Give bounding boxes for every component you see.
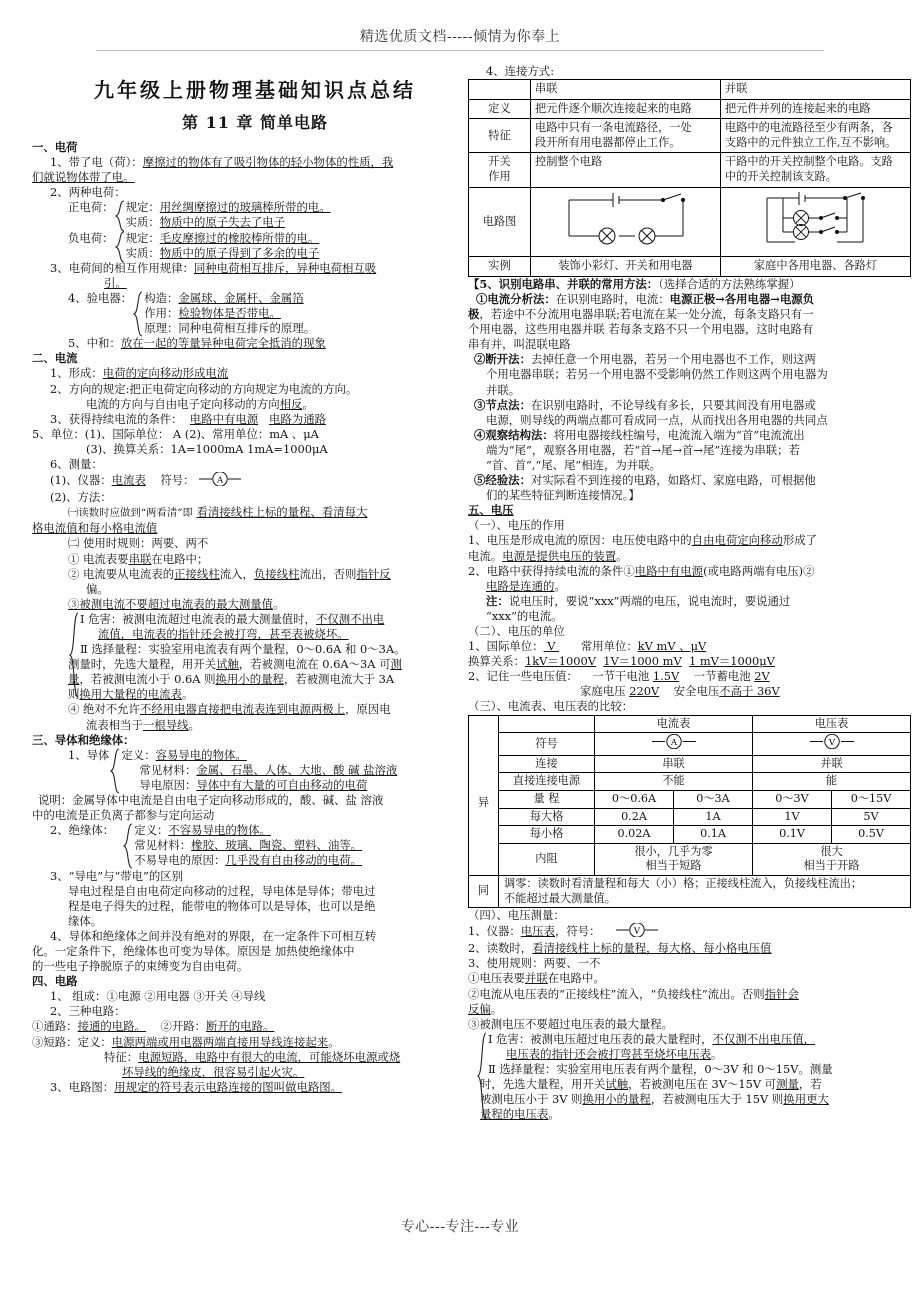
voltage-common-values: 2、记住一些电压值： 一节干电池 1.5V 一节蓄电池 2V [468, 669, 770, 684]
svg-text:A: A [217, 475, 224, 486]
cell-parallel-head: 并联 [721, 80, 911, 100]
cell-corner [469, 715, 499, 733]
insulator-group [32, 823, 456, 868]
page-footer: 专心---专注---专业 [400, 1219, 520, 1235]
current-rule-4-cont: 流表相当于一根导线。 [86, 717, 200, 732]
conductor-items: 定义：容易导电的物体。 常见材料：金属、石墨、人体、大地、酸 碱 盐溶液 导电原因：导体中有大量的可自由移动的电荷 [121, 747, 398, 792]
table-row [469, 257, 911, 277]
negative-charge-group [32, 231, 456, 261]
current-rule-2: ② 电流要从电流表的正接线柱流入，负接线柱流出，否则指针反 [68, 566, 391, 581]
charge-item-3: 3、电荷间的相互作用规律：同种电荷相互排斥，异种电荷相互吸 [50, 260, 377, 275]
row-label-switch-role: 开关 作用 [469, 153, 531, 187]
current-item-5: 5、单位：(1)、国际单位： A (2)、常用单位：mA 、μA [32, 426, 319, 441]
header-rule [96, 50, 824, 51]
meter-comparison-table [468, 715, 911, 909]
method-4-b: 端为“尾”，观察各用电器，若“首→尾→首→尾”连接为串联；若 [486, 442, 800, 457]
row-label-major-division: 每大格 [499, 808, 595, 826]
table-row [469, 843, 911, 875]
negative-charge-label: 负电荷： [68, 230, 114, 245]
cell-series-head: 串联 [531, 80, 721, 100]
cell-voltmeter-minor-2: 0.5V [832, 826, 911, 844]
cell-voltmeter-range-1: 0～3V [753, 790, 832, 808]
row-label-internal-resistance: 内阻 [499, 843, 595, 875]
table-row-header [469, 80, 911, 100]
table-row-header [469, 715, 911, 733]
method-4-c: “首、首”,“尾、尾”相连，为并联。 [486, 457, 661, 472]
method-1-b: 极，若途中不分流用电器串联;若电流在某一处分流，每条支路只有一 [468, 307, 814, 322]
right-column [468, 64, 910, 1122]
cell-ammeter-head: 电流表 [595, 715, 753, 733]
cell-voltmeter-symbol [753, 733, 911, 756]
circuit-short-feature-cont: 坏导线的绝缘皮，很容易引起火灾。 [122, 1064, 305, 1079]
voltage-unit-1: 1、国际单位： V 常用单位：kV mV 、μV [468, 639, 707, 654]
conduct-vs-charged-a: 导电过程是自由电荷定向移动的过程，导电体是导体；带电过 [68, 883, 376, 898]
section-heading-voltage: 五、电压 [468, 503, 514, 518]
row-label-feature: 特征 [469, 119, 531, 153]
section-heading-circuit: 四、电路 [32, 974, 78, 989]
ammeter-symbol-icon [651, 734, 697, 754]
cell-parallel-example: 家庭中各用电器、各路灯 [721, 257, 911, 277]
left-column [32, 140, 456, 1095]
voltmeter-rule-2-cont: 反偏。 [468, 1001, 503, 1016]
series-circuit-icon [535, 190, 716, 255]
cell-ammeter-range-2: 0～3A [674, 790, 753, 808]
row-label-direct-source: 直接连接电源 [499, 773, 595, 791]
current-rule-3: ③被测电流不要超过电流表的最大测量值。 [68, 596, 285, 611]
method-3: ③节点法：在识别电路时，不论导线有多长，只要其间没有用电器或 [474, 397, 816, 412]
table-row [469, 875, 911, 907]
conductor-item-4a: 4、导体和绝缘体之间并没有绝对的界限，在一定条件下可相互转 [50, 928, 377, 943]
cell-series-switch-role: 控制整个电路 [531, 153, 721, 187]
row-label-definition: 定义 [469, 99, 531, 119]
chapter-title: 第 11 章 简单电路 [182, 113, 328, 132]
brace-icon [132, 291, 144, 336]
electroscope-group [32, 291, 456, 336]
circuit-item-1: 1、 组成：①电源 ②用电器 ③开关 ④导线 [50, 989, 266, 1004]
svg-text:A: A [670, 738, 677, 749]
method-4: ④观察结构法：将用电器接线柱编号，电流流入端为“首”电流流出 [474, 427, 805, 442]
cell-voltmeter-major-1: 1V [753, 808, 832, 826]
voltage-subheading-3: （三）、电流表、电压表的比较： [468, 699, 634, 714]
cell-voltmeter-range-2: 0～15V [832, 790, 911, 808]
voltage-subheading-1: （一）、电压的作用 [468, 518, 565, 533]
section-heading-conductor: 三、导体和绝缘体： [32, 732, 135, 747]
current-item-5-cont: (3)、换算关系：1A=1000mA 1mA=1000μA [86, 441, 328, 456]
circuit-short-def: ③短路：定义：电源两端或用电器两端直接用导线连接起来。 [32, 1034, 340, 1049]
table-row [469, 826, 911, 844]
conduct-vs-charged-c: 缘体。 [68, 913, 103, 928]
method-5: ⑤经验法：对实际看不到连接的电路，如路灯、家庭电路，可根据他 [474, 473, 816, 488]
brace-icon [122, 823, 134, 868]
voltage-note: 注：说电压时，要说“xxx”两端的电压，说电流时，要说通过 [486, 593, 791, 608]
cell-ammeter-connection: 串联 [595, 755, 753, 773]
circuit-diagram-def: 3、电路图：用规定的符号表示电路连接的图叫做电路图。 [50, 1079, 343, 1094]
current-range-items: Ⅰ 危害：被测电流超过电流表的最大测量值时，不仅测不出电 流值，电流表的指针还会被打弯，甚至表被烧坏。 Ⅱ 选择量程：实验室用电流表有两个量程，0～0.6A 和 0～3A。 测量时，先选大量程，用开关试触，若被测电流在 0.6A～3A 可测 量，若被测电流小于 0.6A 则换用小的量程，若被测电流大于 3A 则换用大量程的电流表。 [68, 611, 406, 702]
document-title: 九年级上册物理基础知识点总结 [94, 78, 416, 102]
brace-icon [476, 1032, 488, 1123]
voltmeter-rule-2: ②电流从电压表的“正接线柱”流入，“负接线柱”流出。否则指针会 [468, 986, 799, 1001]
charge-item-1-cont: 们就说物体带了电。 [32, 170, 135, 185]
circuit-short-feature: 特征：电源短路，电路中有很大的电流，可能烧坏电源或烧 [104, 1049, 401, 1064]
voltmeter-rules-heading: 3、使用规则：两要、一不 [468, 956, 601, 971]
voltmeter-symbol-icon [809, 734, 855, 754]
parallel-circuit-icon [725, 190, 906, 255]
voltage-item-1-cont: 电流。电源是提供电压的装置。 [468, 548, 628, 563]
table-row [469, 755, 911, 773]
cell-series-definition: 把元件逐个顺次连接起来的电路 [531, 99, 721, 119]
current-item-3: 3、获得持续电流的条件： 电路中有电源 电路为通路 [50, 411, 326, 426]
cell-voltmeter-minor-1: 0.1V [753, 826, 832, 844]
conductor-note-2: 中的电流是正负离子都参与定向运动 [32, 808, 215, 823]
conduct-vs-charged: 3、“导电”与“带电”的区别 [50, 868, 184, 883]
section-heading-current: 二、电流 [32, 351, 78, 366]
current-reading-rule-cont: 格电流值和每小格电流值 [32, 521, 158, 536]
connection-table-caption: 4、连接方式: [486, 64, 555, 78]
voltage-item-2: 2、电路中获得持续电流的条件①电路中有电源(或电路两端有电压)② [468, 563, 815, 578]
insulator-items: 定义：不容易导电的物体。 常见材料：橡胶、玻璃、陶瓷、塑料、油等。 不易导电的原因：几乎没有自由移动的电荷。 [134, 823, 363, 868]
table-row [469, 187, 911, 257]
cell-parallel-definition: 把元件并列的连接起来的电路 [721, 99, 911, 119]
charge-item-5: 5、中和：放在一起的等量异种电荷完全抵消的现象 [68, 336, 326, 351]
brace-icon [68, 612, 80, 703]
cell-ammeter-symbol [595, 733, 753, 756]
row-label-connection: 连接 [499, 755, 595, 773]
connection-comparison-table [468, 79, 911, 277]
table-row [469, 119, 911, 153]
current-rule-1: ① 电流表要串联在电路中； [68, 551, 209, 566]
voltmeter-symbol-icon [615, 923, 659, 941]
cell-voltmeter-internal-resistance: 很大 相当于开路 [753, 843, 911, 875]
table-row [469, 733, 911, 756]
conductor-item-4b: 化。一定条件下，绝缘体也可变为导体。原因是 加热使绝缘体中 [32, 943, 355, 958]
table-row [469, 790, 911, 808]
conductor-note-1: 说明：金属导体中电流是自由电子定向移动形成的，酸、碱、盐 溶液 [38, 793, 384, 808]
brace-icon [109, 748, 121, 793]
voltmeter-rule-3: ③被测电压不要超过电压表的最大量程。 [468, 1016, 674, 1031]
cell-voltmeter-direct-source: 能 [753, 773, 911, 791]
current-range-group [32, 612, 456, 703]
identify-methods-heading: 【5、识别电路串、并联的常用方法：（选择合适的方法熟练掌握） [468, 276, 801, 291]
cell-same-notes: 调零：读数时看清量程和每大（小）格；正接线柱流入，负接线柱流出； 不能超过最大测量值。 [499, 875, 911, 907]
charge-item-1-val: 摩擦过的物体有了吸引物体的轻小物体的性质，我 [142, 155, 394, 170]
method-2-b: 个用电器串联；若另一个用电器不受影响仍然工作则这两个用电器为 [486, 367, 828, 382]
charge-item-1-key: 1、带了电（荷）： [50, 155, 143, 170]
brace-icon [114, 200, 126, 230]
voltage-subheading-2: （二）、电压的单位 [468, 624, 565, 638]
insulator-label: 2、绝缘体： [50, 823, 115, 838]
current-item-2: 2、方向的规定:把正电荷定向移动的方向规定为电流的方向。 [50, 381, 358, 396]
cell-ammeter-minor-2: 0.1A [674, 826, 753, 844]
method-1-d: 串有并，叫混联电路 [468, 337, 571, 352]
cell-ammeter-direct-source: 不能 [595, 773, 753, 791]
charge-item-2: 2、两种电荷： [50, 185, 126, 200]
table-row [469, 808, 911, 826]
voltmeter-instrument: 1、仪器：电压表，符号： V [468, 923, 910, 941]
row-label-circuit-diagram: 电路图 [469, 187, 531, 257]
conduct-vs-charged-b: 程是电子得失的过程，能带电的物体可以是导体，也可以是绝 [68, 898, 376, 913]
conductor-label: 1、导体 [68, 747, 110, 762]
row-label-range: 量 程 [499, 790, 595, 808]
current-reading-rule: ㈠读数时应做到“两看清”即 看清接线柱上标的量程、看清每大 [68, 505, 368, 520]
electroscope-label: 4、验电器： [68, 290, 133, 305]
ammeter-symbol-icon [198, 472, 242, 490]
page-header: 精选优质文档-----倾情为你奉上 [359, 29, 561, 45]
cell-series-circuit-diagram [531, 187, 721, 257]
charge-item-3-cont: 引。 [104, 275, 127, 290]
conductor-group [32, 748, 456, 793]
positive-charge-label: 正电荷： [68, 200, 114, 215]
group-label-difference: 异 [469, 733, 499, 876]
brace-icon [114, 231, 126, 261]
cell-ammeter-range-1: 0～0.6A [595, 790, 674, 808]
cell-ammeter-major-1: 0.2A [595, 808, 674, 826]
positive-charge-group [32, 200, 456, 230]
charge-item-1 [32, 155, 456, 170]
voltage-item-1: 1、电压是形成电流的原因：电压使电路中的自由电荷定向移动形成了 [468, 533, 817, 548]
voltage-subheading-4: （四）、电压测量： [468, 908, 565, 923]
method-5-b: 们的某些特征判断连接情况。】 [486, 488, 640, 503]
svg-text:V: V [633, 926, 641, 937]
electroscope-items: 构造：金属球、金属杆、金属箔 作用：检验物体是否带电。 原理：同种电荷相互排斥的原理。 [144, 290, 316, 336]
positive-charge-items: 规定：用丝绸摩擦过的玻璃棒所带的电。 实质：物质中的原子失去了电子 [125, 200, 331, 230]
table-row [469, 99, 911, 119]
current-item-2-cont: 电流的方向与自由电子定向移动的方向相反。 [86, 396, 314, 411]
cell-series-example: 装饰小彩灯、开关和用电器 [531, 257, 721, 277]
method-2-c: 并联。 [486, 382, 521, 397]
method-3-b: 电源，则导线的两端点都可看成同一点，从而找出各用电器的共同点 [486, 412, 828, 427]
cell-voltmeter-connection: 并联 [753, 755, 911, 773]
table-row [469, 153, 911, 187]
cell-parallel-switch-role: 干路中的开关控制整个电路。支路 中的开关控制该支路。 [721, 153, 911, 187]
svg-text:V: V [828, 738, 835, 749]
current-item-6: 6、测量： [50, 456, 103, 471]
voltage-common-values-cont: 家庭电压 220V 安全电压不高于 36V [580, 684, 780, 699]
cell-voltmeter-major-2: 5V [832, 808, 911, 826]
method-2: ②断开法：去掉任意一个用电器，若另一个用电器也不工作，则这两 [474, 352, 816, 367]
cell-empty [469, 80, 531, 100]
group-label-same: 同 [469, 875, 499, 907]
cell-parallel-circuit-diagram [721, 187, 911, 257]
current-rule-4: ④ 绝对不允许不经用电器直接把电流表连到电源两极上，原因电 [68, 702, 391, 717]
cell-parallel-feature: 电路中的电流路径至少有两条，各 支路中的元件独立工作,互不影响。 [721, 119, 911, 153]
voltage-item-2-cont: 电路是连通的。 [486, 578, 566, 593]
cell-ammeter-internal-resistance: 很小，几乎为零 相当于短路 [595, 843, 753, 875]
voltmeter-range-items: Ⅰ 危害：被测电压超过电压表的最大量程时，不仅测不出电压值， 电压表的指针还会被打弯甚至烧坏电压表。 Ⅱ 选择量程：实验室用电压表有两个量程，0～3V 和 0～15V。测量 时，先选大量程，用开关试触，若被测电压在 3V～15V 可测量，若 被测电压小于 3V 则换用小的量程，若被测电压大于 15V 则换用更大 量程的电压表。 [480, 1031, 833, 1122]
circuit-item-3: ①通路：接通的电路。 ②开路：断开的电路。 [32, 1019, 275, 1034]
voltmeter-reading: 2、读数时，看清接线柱上标的量程，每大格、每小格电压值 [468, 941, 772, 956]
section-heading-charge: 一、电荷 [32, 140, 78, 154]
circuit-item-2: 2、三种电路： [50, 1004, 126, 1019]
cell-ammeter-major-2: 1A [674, 808, 753, 826]
current-rule-2-cont: 偏。 [86, 581, 109, 596]
method-1: ①电流分析法：在识别电路时，电流：电源正极→各用电器→电源负 [476, 291, 815, 306]
table-row [469, 773, 911, 791]
method-1-c: 个用电器，这些用电器并联 若每条支路不只一个用电器，这时电路有 [468, 322, 814, 337]
current-item-1: 1、形成：电荷的定向移动形成电流 [50, 366, 229, 381]
cell-series-feature: 电路中只有一条电流路径，一处 段开所有用电器都停止工作。 [531, 119, 721, 153]
negative-charge-items: 规定：毛皮摩擦过的橡胶棒所带的电。 实质：物质中的原子得到了多余的电子 [125, 230, 320, 260]
row-label-minor-division: 每小格 [499, 826, 595, 844]
voltmeter-rule-1: ①电压表要并联在电路中。 [468, 971, 605, 986]
row-label-example: 实例 [469, 257, 531, 277]
current-method-label: (2)、方法： [50, 490, 112, 505]
voltmeter-range-group [468, 1032, 910, 1123]
current-usage-rule: ㈡ 使用时规则：两要、两不 [68, 536, 209, 551]
voltage-note-cont: “xxx”的电流。 [486, 608, 563, 623]
cell-attr-head [499, 715, 595, 733]
voltage-unit-conversion: 换算关系：1kV＝1000V 1V＝1000 mV 1 mV＝1000μV [468, 654, 775, 669]
current-meter-instrument: (1)、仪器：电流表 符号： A [32, 472, 456, 490]
row-label-symbol: 符号 [499, 733, 595, 756]
cell-voltmeter-head: 电压表 [753, 715, 911, 733]
conductor-item-4c: 的一些电子挣脱原子的束缚变为自由电荷。 [32, 959, 249, 974]
cell-ammeter-minor-1: 0.02A [595, 826, 674, 844]
